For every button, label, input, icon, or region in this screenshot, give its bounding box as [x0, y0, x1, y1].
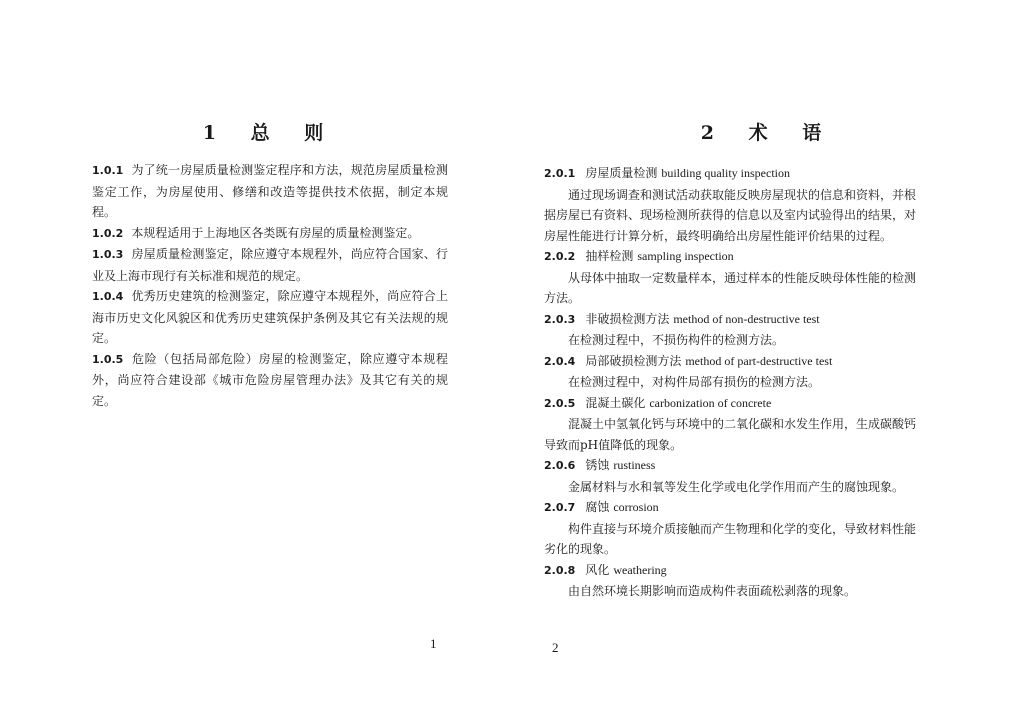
clause-number: 1.0.1 — [92, 164, 124, 177]
term-heading — [544, 163, 916, 185]
term-heading — [544, 351, 916, 373]
term-number: 2.0.1 — [544, 167, 576, 180]
clause — [92, 349, 448, 412]
term-definition: 通过现场调查和测试活动获取能反映房屋现状的信息和资料，并根据房屋已有资料、现场检测所获得的信息以及室内试验得出的结果，对房屋性能进行计算分析，最终明确给出房屋性能评价结果的过程。 — [544, 187, 917, 243]
term-definition: 混凝土中氢氧化钙与环境中的二氧化碳和水发生作用，生成碳酸钙导致而pH值降低的现象。 — [544, 417, 917, 452]
term-definition: 从母体中抽取一定数量样本，通过样本的性能反映母体性能的检测方法。 — [544, 270, 917, 305]
term-number: 2.0.5 — [544, 396, 576, 410]
chapter-title: 1 总 则 — [202, 122, 338, 144]
term-english: corrosion — [613, 500, 659, 514]
page-number: 2 — [552, 640, 559, 655]
term-definition: 在检测过程中，不损伤构件的检测方法。 — [568, 333, 785, 347]
term-english: carbonization of concrete — [649, 395, 772, 410]
term-english: rustiness — [613, 458, 656, 472]
term-number: 2.0.7 — [544, 501, 576, 514]
term-chinese: 风化 — [585, 562, 610, 577]
term-number: 2.0.2 — [544, 250, 576, 263]
term-number: 2.0.3 — [544, 312, 576, 326]
term-english: weathering — [613, 562, 667, 577]
clause-number: 1.0.2 — [92, 226, 124, 240]
term-chinese: 混凝土碳化 — [585, 395, 646, 410]
term-entry — [544, 455, 916, 497]
page-number: 1 — [430, 636, 437, 651]
clause-number: 1.0.5 — [92, 352, 124, 366]
term-entry — [544, 497, 916, 560]
clause — [92, 286, 448, 349]
term-list — [544, 163, 916, 602]
term-entry — [544, 393, 916, 456]
term-chinese: 非破损检测方法 — [585, 311, 670, 326]
clause-number: 1.0.3 — [92, 248, 124, 261]
term-entry — [544, 246, 916, 309]
term-definition: 由自然环境长期影响而造成构件表面疏松剥落的现象。 — [568, 584, 857, 598]
term-english: building quality inspection — [661, 166, 790, 180]
clause-text: 为了统一房屋质量检测鉴定程序和方法，规范房屋质量检测鉴定工作，为房屋使用、修缮和改造等提供技术依据，制定本规程。 — [92, 163, 448, 219]
term-heading — [544, 560, 916, 582]
term-number: 2.0.8 — [544, 563, 576, 577]
term-heading — [544, 455, 916, 477]
clause — [92, 160, 448, 223]
term-chinese: 锈蚀 — [585, 458, 610, 472]
term-chinese: 局部破损检测方法 — [585, 353, 682, 368]
term-chinese: 腐蚀 — [585, 500, 610, 514]
term-chinese: 房屋质量检测 — [585, 166, 658, 180]
term-heading — [544, 309, 916, 331]
term-definition: 在检测过程中，对构件局部有损伤的检测方法。 — [568, 375, 821, 389]
term-chinese: 抽样检测 — [585, 249, 634, 263]
clause-list — [92, 160, 448, 411]
term-number: 2.0.4 — [544, 354, 576, 368]
term-english: sampling inspection — [637, 249, 734, 263]
term-entry — [544, 351, 916, 393]
clause-number: 1.0.4 — [92, 290, 124, 303]
term-definition: 金属材料与水和氧等发生化学或电化学作用而产生的腐蚀现象。 — [568, 479, 905, 494]
clause-text: 本规程适用于上海地区各类既有房屋的质量检测鉴定。 — [131, 225, 420, 240]
clause-text: 优秀历史建筑的检测鉴定，除应遵守本规程外，尚应符合上海市历史文化风貌区和优秀历史建筑保护条例及其它有关法规的规定。 — [92, 289, 448, 345]
term-english: method of non-destructive test — [673, 311, 820, 326]
chapter-title: 2 术 语 — [700, 122, 836, 144]
term-heading — [544, 393, 916, 415]
clause-text: 危险（包括局部危险）房屋的检测鉴定，除应遵守本规程外，尚应符合建设部《城市危险房屋管理办法》及其它有关的规定。 — [92, 351, 448, 408]
clause — [92, 223, 448, 245]
term-number: 2.0.6 — [544, 459, 576, 472]
clause — [92, 244, 448, 286]
term-heading — [544, 497, 916, 519]
term-english: method of part-destructive test — [685, 353, 833, 368]
clause-text: 房屋质量检测鉴定，除应遵守本规程外，尚应符合国家、行业及上海市现行有关标准和规范的规定。 — [92, 247, 448, 283]
term-definition: 构件直接与环境介质接触而产生物理和化学的变化，导致材料性能劣化的现象。 — [544, 521, 917, 556]
right-page — [512, 0, 1024, 728]
term-entry — [544, 560, 916, 602]
term-entry — [544, 309, 916, 351]
term-heading — [544, 246, 916, 268]
term-entry — [544, 163, 916, 246]
